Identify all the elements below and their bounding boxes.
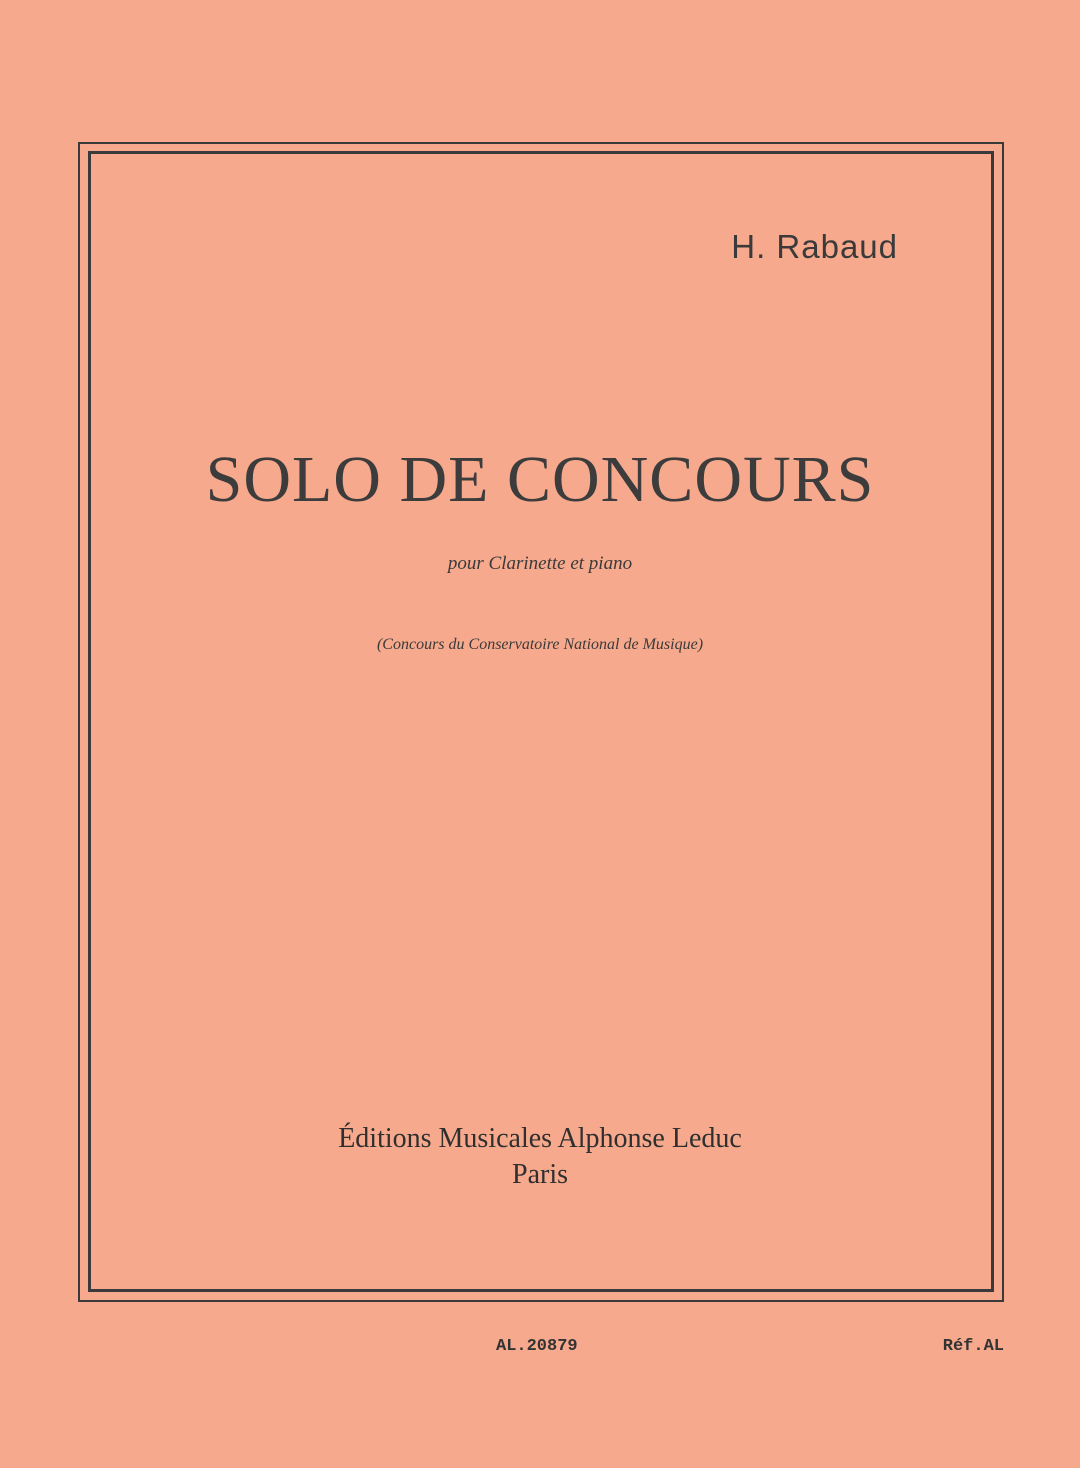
publisher-city: Paris: [512, 1159, 568, 1190]
work-title: SOLO DE CONCOURS: [205, 443, 875, 516]
publisher-block: [0, 1121, 1080, 1193]
publisher-name: Éditions Musicales Alphonse Leduc: [338, 1123, 742, 1154]
reference-code: Réf.AL: [942, 1337, 1004, 1356]
catalog-number: AL.20879: [496, 1337, 578, 1356]
competition-note: (Concours du Conservatoire National de Musique): [376, 636, 704, 653]
composer-name: H. Rabaud: [731, 228, 898, 265]
instrumentation-subtitle: pour Clarinette et piano: [447, 553, 633, 574]
